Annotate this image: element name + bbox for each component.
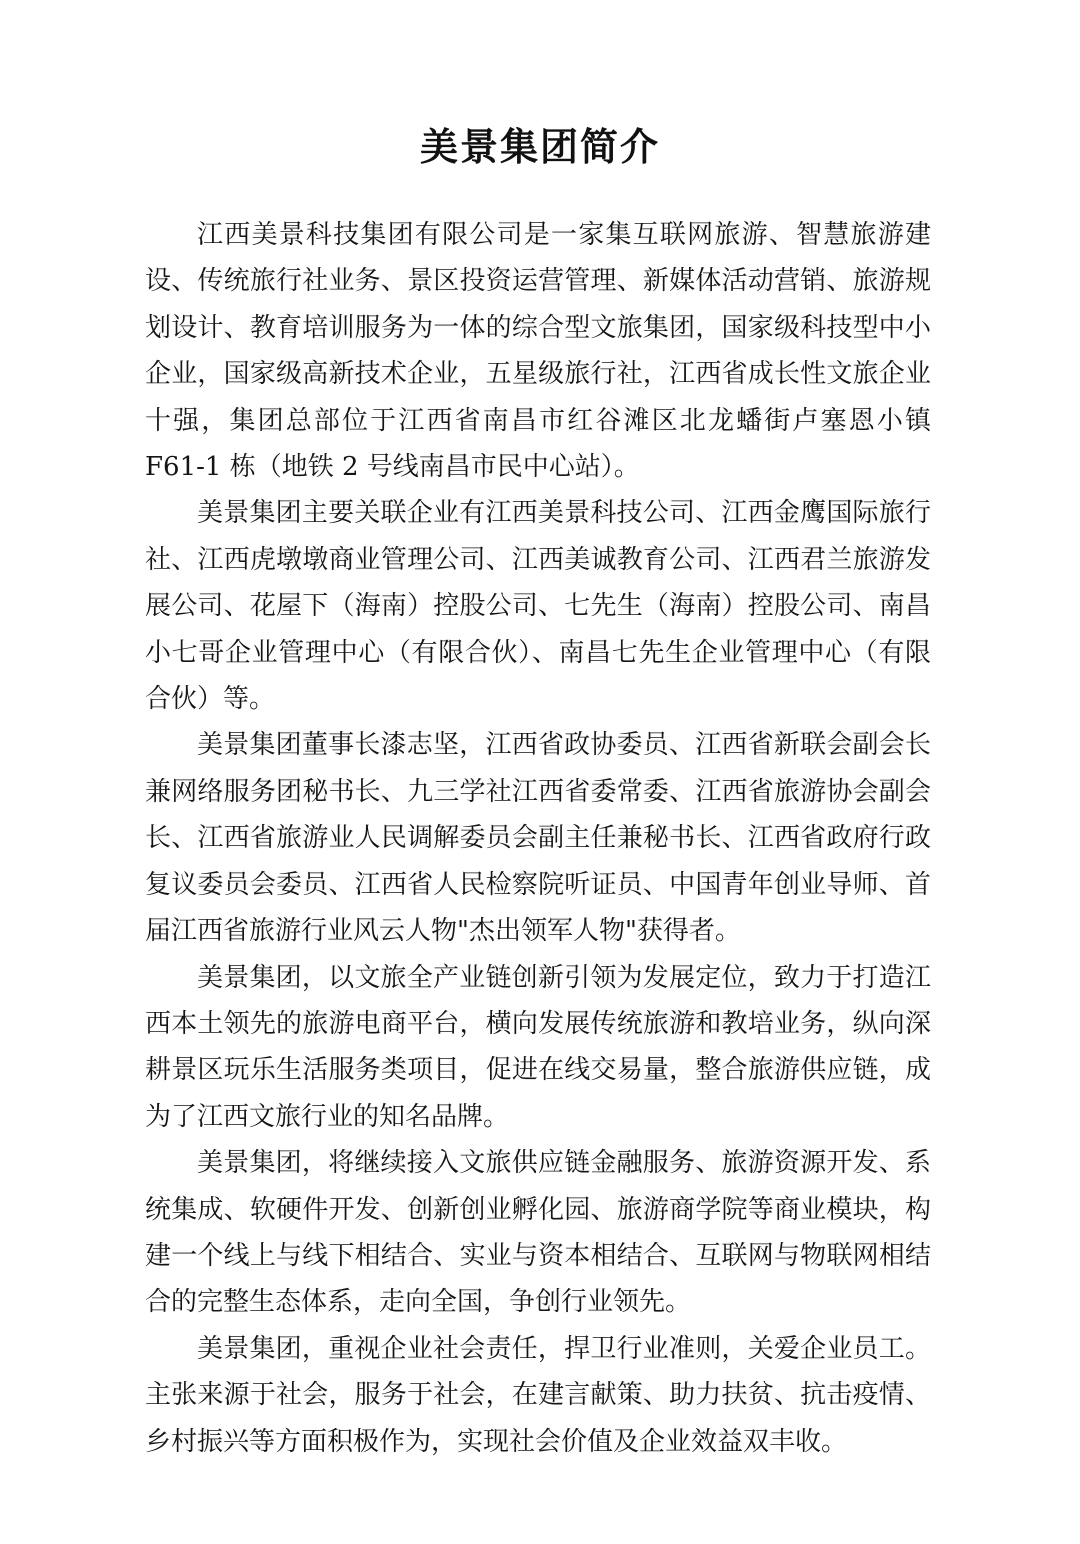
document-body — [145, 212, 931, 1465]
paragraph-affiliated-companies: 美景集团主要关联企业有江西美景科技公司、江西金鹰国际旅行社、江西虎墩墩商业管理公司、江西美诚教育公司、江西君兰旅游发展公司、花屋下（海南）控股公司、七先生（海南）控股公司、南昌小七哥企业管理中心（有限合伙）、南昌七先生企业管理中心（有限合伙）等。 — [145, 498, 931, 715]
paragraph-chairman: 美景集团董事长漆志坚，江西省政协委员、江西省新联会副会长兼网络服务团秘书长、九三学社江西省委常委、江西省旅游协会副会长、江西省旅游业人民调解委员会副主任兼秘书长、江西省政府行政复议委员会委员、江西省人民检察院听证员、中国青年创业导师、首届江西省旅游行业风云人物"杰出领军人物"获得者。 — [145, 730, 931, 947]
paragraph-future-plans: 美景集团，将继续接入文旅供应链金融服务、旅游资源开发、系统集成、软硬件开发、创新创业孵化园、旅游商学院等商业模块，构建一个线上与线下相结合、实业与资本相结合、互联网与物联网相结合的完整生态体系，走向全国，争创行业领先。 — [145, 1148, 931, 1318]
paragraph-company-overview: 江西美景科技集团有限公司是一家集互联网旅游、智慧旅游建设、传统旅行社业务、景区投资运营管理、新媒体活动营销、旅游规划设计、教育培训服务为一体的综合型文旅集团，国家级科技型中小企业，国家级高新技术企业，五星级旅行社，江西省成长性文旅企业十强，集团总部位于江西省南昌市红谷滩区北龙蟠街卢塞恩小镇 F61-1 栋（地铁 2 号线南昌市民中心站）。 — [145, 220, 931, 483]
paragraph-positioning: 美景集团，以文旅全产业链创新引领为发展定位，致力于打造江西本土领先的旅游电商平台，横向发展传统旅游和教培业务，纵向深耕景区玩乐生活服务类项目，促进在线交易量，整合旅游供应链，成为了江西文旅行业的知名品牌。 — [145, 962, 931, 1132]
document-title: 美景集团简介 — [419, 125, 660, 169]
paragraph-social-responsibility: 美景集团，重视企业社会责任，捍卫行业准则，关爱企业员工。主张来源于社会，服务于社会，在建言献策、助力扶贫、抗击疫情、乡村振兴等方面积极作为，实现社会价值及企业效益双丰收。 — [145, 1333, 931, 1457]
